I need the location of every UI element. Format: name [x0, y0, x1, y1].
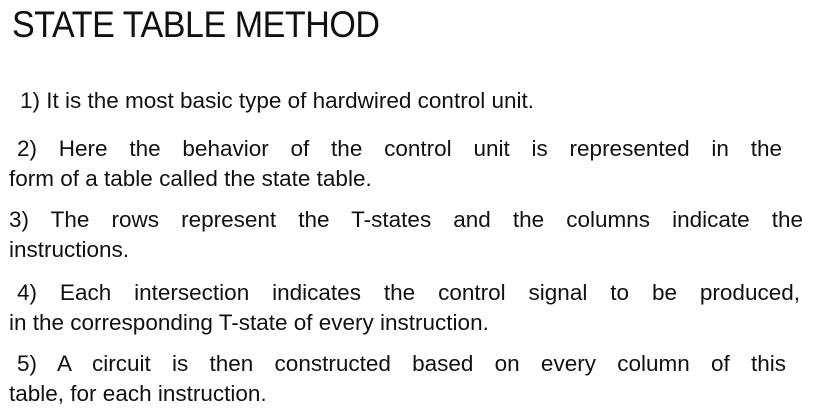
point-1-line-1: 1) It is the most basic type of hardwired control unit.	[20, 88, 534, 113]
point-2	[9, 134, 804, 194]
point-5	[9, 349, 804, 409]
point-3	[9, 205, 804, 265]
point-5-line-1: 5) A circuit is then constructed based on every column of this	[17, 351, 786, 376]
point-2-line-2: form of a table called the state table.	[9, 166, 372, 191]
point-2-line-1: 2) Here the behavior of the control unit is represented in the	[17, 136, 782, 161]
slide-title: STATE TABLE METHOD	[12, 4, 380, 45]
point-3-line-2: instructions.	[9, 237, 130, 262]
point-1	[9, 86, 804, 116]
point-4	[9, 278, 804, 338]
point-4-line-1: 4) Each intersection indicates the control signal to be produced,	[17, 280, 800, 305]
point-4-line-2: in the corresponding T-state of every instruction.	[9, 310, 489, 335]
point-3-line-1: 3) The rows represent the T-states and the columns indicate the	[9, 207, 803, 232]
point-5-line-2: table, for each instruction.	[9, 381, 267, 406]
